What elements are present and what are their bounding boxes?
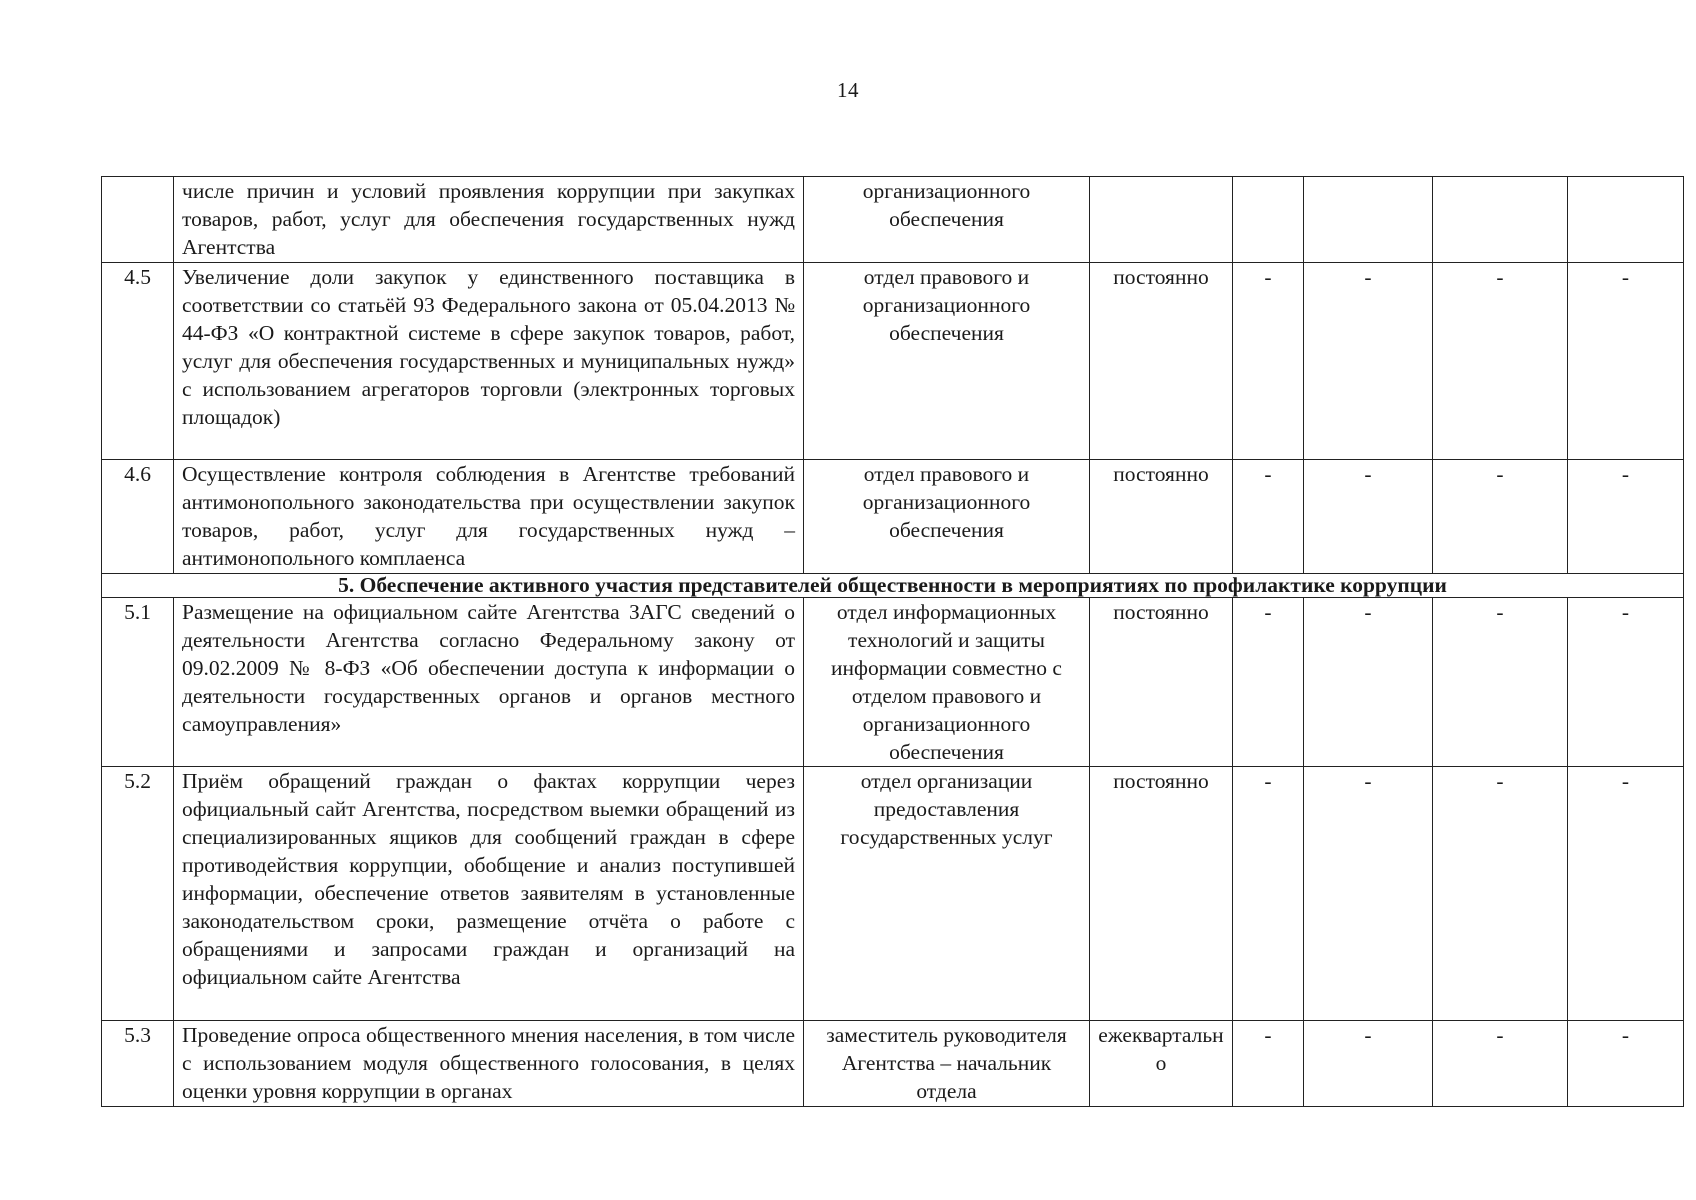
- value-cell: -: [1304, 1021, 1433, 1107]
- value-cell: [1433, 177, 1568, 263]
- term-cell: постоянно: [1090, 460, 1233, 574]
- responsible-cell: организационного обеспечения: [804, 177, 1090, 263]
- value-cell: -: [1568, 767, 1684, 1021]
- section-heading-row: [102, 574, 1684, 598]
- value-cell: -: [1233, 263, 1304, 460]
- value-cell: -: [1433, 767, 1568, 1021]
- term-cell: [1090, 177, 1233, 263]
- measure-text: Осуществление контроля соблюдения в Агентстве требований антимонопольного законодательства при осуществлении закупок товаров, работ, услуг для государственных нужд – антимонопольного комплаенса: [174, 460, 804, 574]
- value-cell: -: [1568, 460, 1684, 574]
- value-cell: [1568, 177, 1684, 263]
- responsible-cell: отдел организации предоставления государственных услуг: [804, 767, 1090, 1021]
- term-cell: постоянно: [1090, 767, 1233, 1021]
- value-cell: -: [1433, 598, 1568, 767]
- measure-text: Увеличение доли закупок у единственного поставщика в соответствии со статьёй 93 Федерального закона от 05.04.2013 № 44-ФЗ «О контрактной системе в сфере закупок товаров, работ, услуг для обеспечения государственных и муниципальных нужд» с использованием агрегаторов торговли (электронных торговых площадок): [174, 263, 804, 460]
- measure-text: Приём обращений граждан о фактах коррупции через официальный сайт Агентства, посредством выемки обращений из специализированных ящиков для сообщений граждан в сфере противодействия коррупции, обобщение и анализ поступившей информации, обеспечение ответов заявителям в установленные законодательством сроки, размещение отчёта о работе с обращениями и запросами граждан и организаций на официальном сайте Агентства: [174, 767, 804, 1021]
- value-cell: -: [1568, 263, 1684, 460]
- value-cell: -: [1568, 598, 1684, 767]
- responsible-cell: отдел информационных технологий и защиты информации совместно с отделом правового и организационного обеспечения: [804, 598, 1090, 767]
- table-row: [102, 1021, 1684, 1107]
- value-cell: -: [1304, 598, 1433, 767]
- value-cell: -: [1304, 263, 1433, 460]
- row-number: 5.3: [102, 1021, 174, 1107]
- value-cell: -: [1568, 1021, 1684, 1107]
- row-number: 5.2: [102, 767, 174, 1021]
- responsible-cell: заместитель руководителя Агентства – начальник отдела: [804, 1021, 1090, 1107]
- section-title: 5. Обеспечение активного участия представителей общественности в мероприятиях по профилактике коррупции: [102, 574, 1684, 598]
- value-cell: -: [1433, 263, 1568, 460]
- table-row: [102, 460, 1684, 574]
- value-cell: -: [1233, 767, 1304, 1021]
- row-number: 5.1: [102, 598, 174, 767]
- responsible-cell: отдел правового и организационного обеспечения: [804, 460, 1090, 574]
- term-cell: ежеквартально: [1090, 1021, 1233, 1107]
- value-cell: [1304, 177, 1433, 263]
- value-cell: -: [1304, 460, 1433, 574]
- value-cell: -: [1233, 598, 1304, 767]
- value-cell: -: [1233, 460, 1304, 574]
- row-number: 4.6: [102, 460, 174, 574]
- value-cell: -: [1433, 460, 1568, 574]
- value-cell: [1233, 177, 1304, 263]
- row-number: 4.5: [102, 263, 174, 460]
- table-row: [102, 598, 1684, 767]
- table-row: [102, 263, 1684, 460]
- row-number: [102, 177, 174, 263]
- value-cell: -: [1233, 1021, 1304, 1107]
- term-cell: постоянно: [1090, 263, 1233, 460]
- measure-text: Проведение опроса общественного мнения населения, в том числе с использованием модуля общественного голосования, в целях оценки уровня коррупции в органах: [174, 1021, 804, 1107]
- measure-text: Размещение на официальном сайте Агентства ЗАГС сведений о деятельности Агентства согласно Федеральному закону от 09.02.2009 № 8-ФЗ «Об обеспечении доступа к информации о деятельности государственных органов и органов местного самоуправления»: [174, 598, 804, 767]
- value-cell: -: [1304, 767, 1433, 1021]
- page-number: 14: [837, 78, 859, 102]
- table-row: [102, 177, 1684, 263]
- measures-table: [101, 176, 1684, 1107]
- measure-text: числе причин и условий проявления коррупции при закупках товаров, работ, услуг для обеспечения государственных нужд Агентства: [174, 177, 804, 263]
- term-cell: постоянно: [1090, 598, 1233, 767]
- responsible-cell: отдел правового и организационного обеспечения: [804, 263, 1090, 460]
- value-cell: -: [1433, 1021, 1568, 1107]
- table-row: [102, 767, 1684, 1021]
